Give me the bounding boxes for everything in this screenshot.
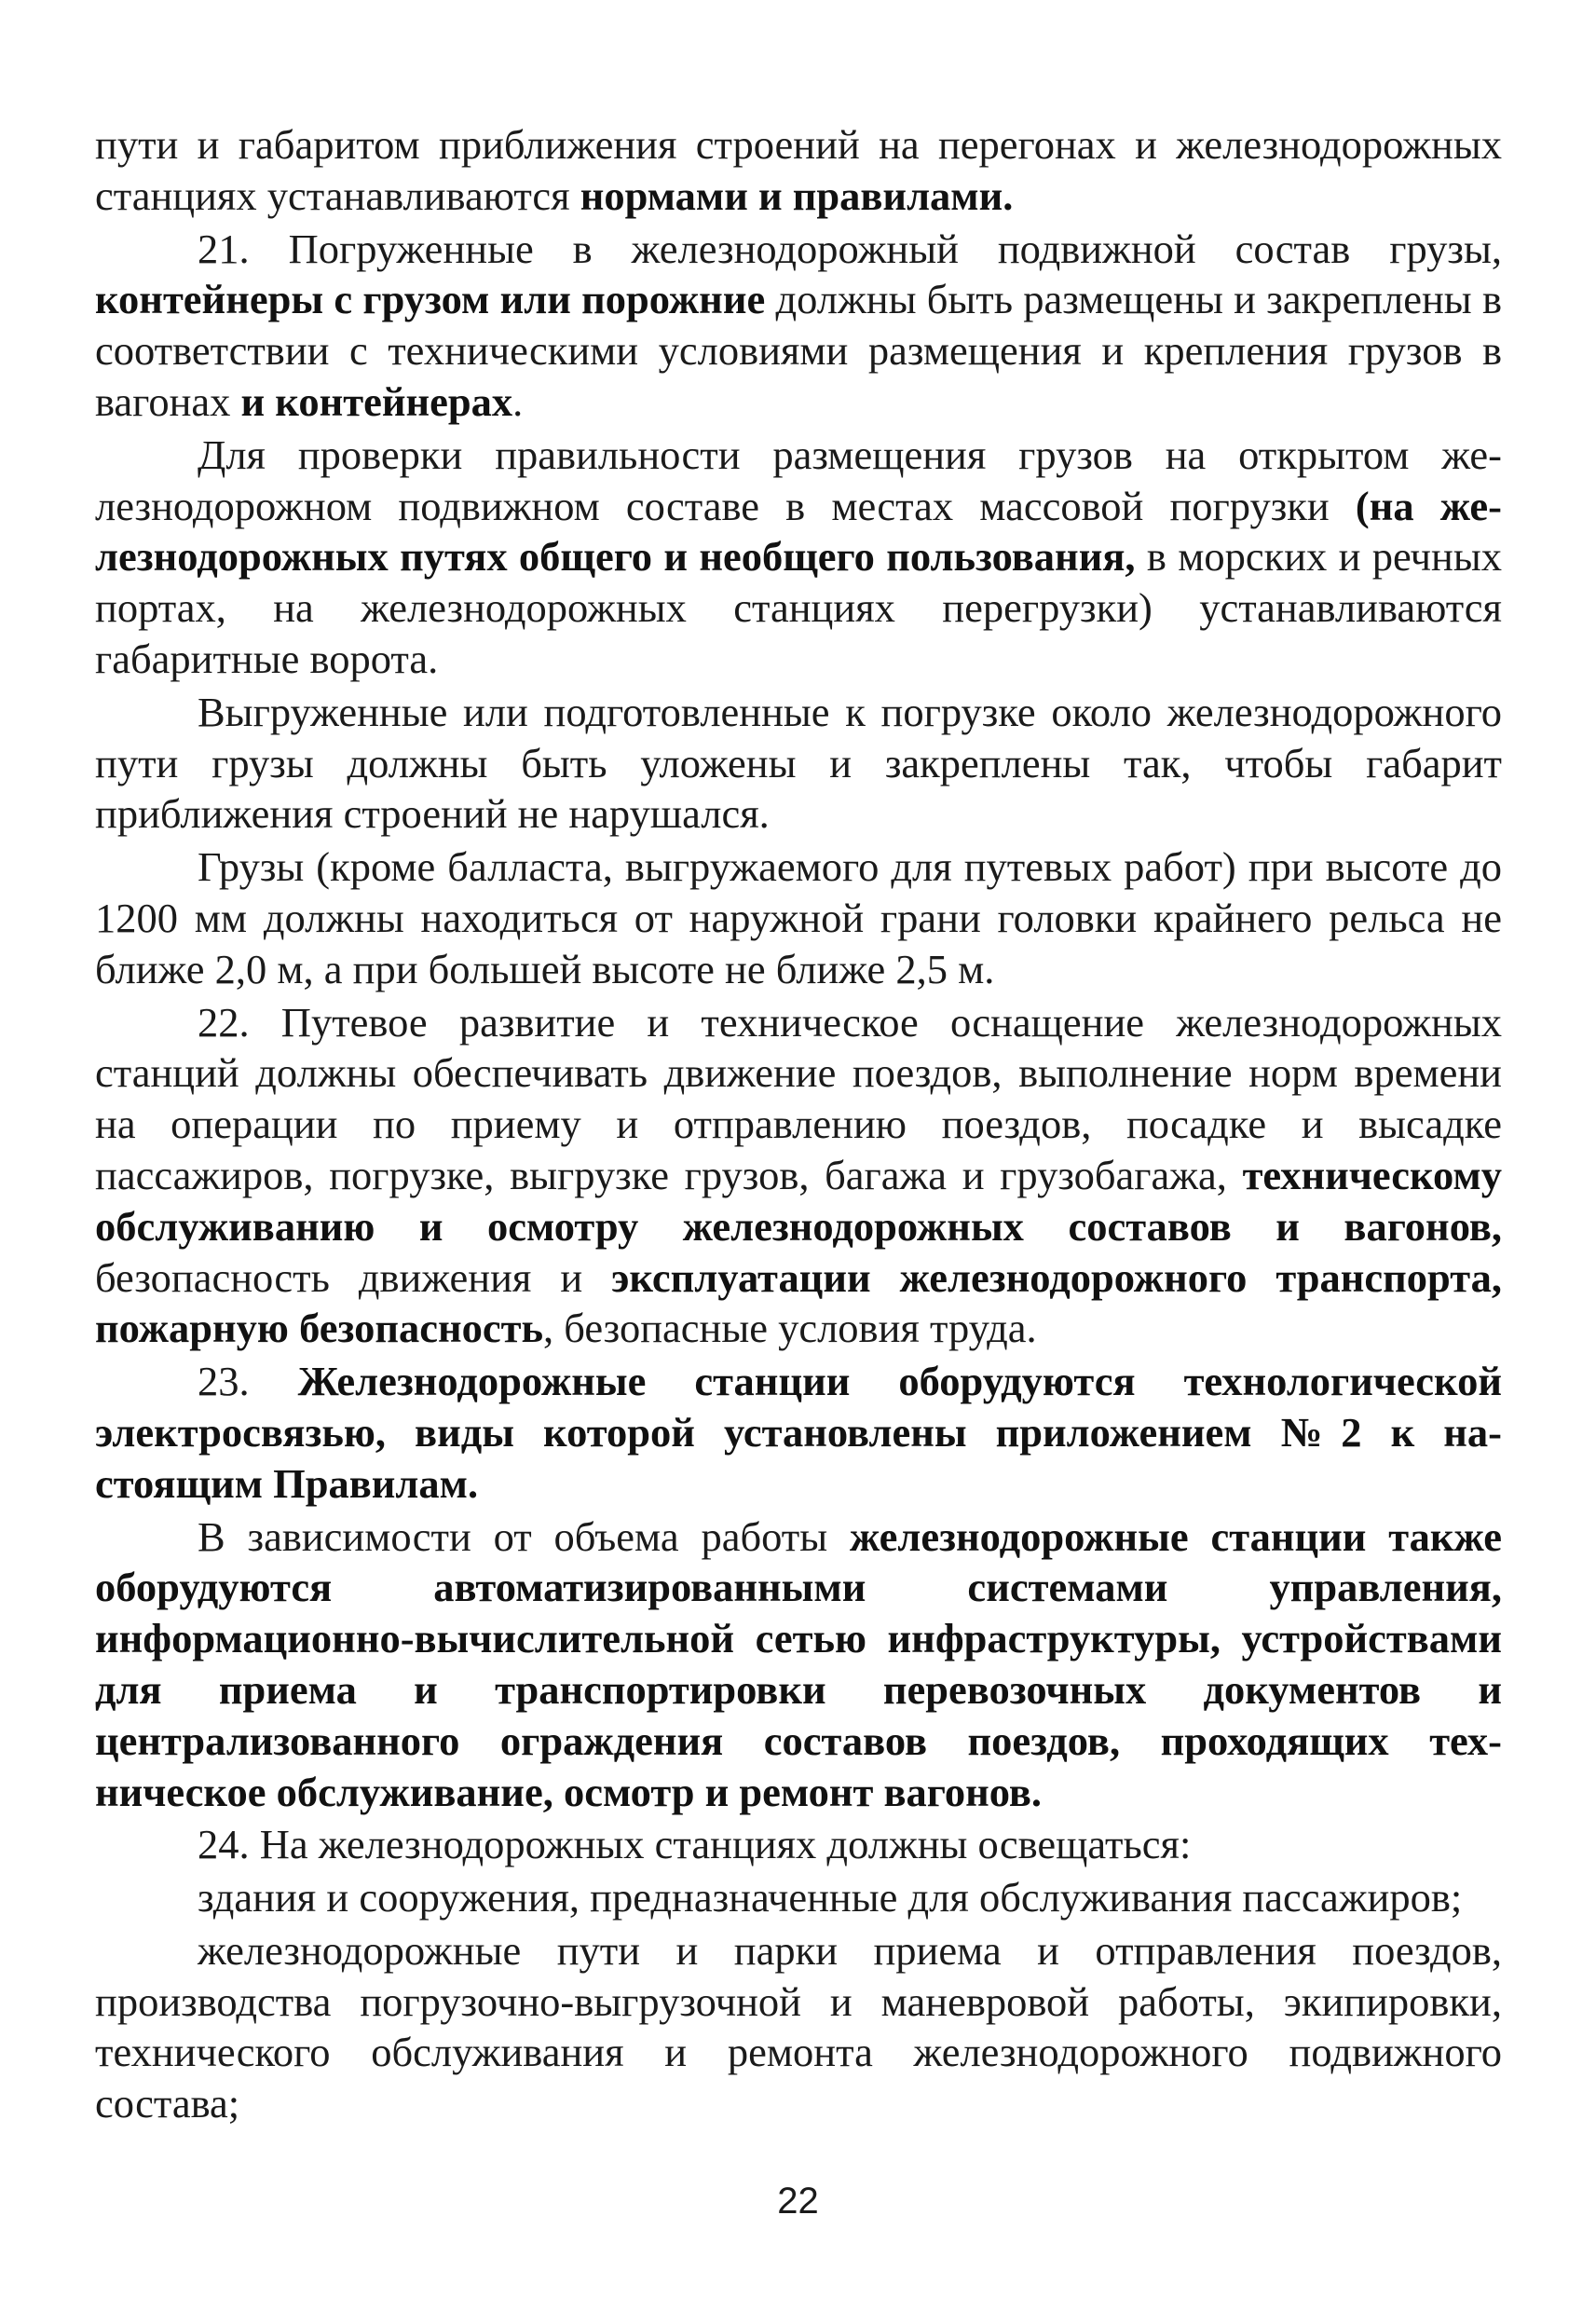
text-segment: должны быть размещены и закреплены в соответствии с техническими условиями размещения и крепления грузов в вагонах [95,276,1502,425]
text-segment: безопасность движения и [95,1253,612,1301]
paragraph [95,997,1502,1355]
text-segment: здания и сооружения, предназначенные для обслуживания пассажиров; [198,1874,1463,1921]
text-segment: Грузы (кроме балласта, выгружаемого для путевых работ) при высоте до 1200 мм должны находиться от наружной грани головки крайнего рельса не ближе 2,0 м, а при большей высоте не ближе 2,5 м. [95,843,1502,992]
body-text [95,119,1502,2131]
text-segment: в морских и речных портах, на железнодорожных станциях перегрузки) устанавливаются габаритные ворота. [95,533,1502,682]
paragraph [95,1925,1502,2129]
bold-text-segment: Железнодорожные станции оборудуются технологической электросвязью, виды которой установлены приложением №2 к настоящим Правилам. [95,1358,1502,1507]
paragraph [95,1872,1502,1923]
paragraph [95,1819,1502,1870]
bold-text-segment: железнодорожные станции также оборудуются автоматизированными системами управления, информационно-вычислительной сетью инфраструктуры, устройствами для приема и транспортировки перевозочных документов и централизованного ограждения составов поездов, проходящих техническое обслуживание, осмотр и ремонт вагонов. [95,1512,1502,1815]
bold-text-segment: контейнеры с грузом или порожние [95,276,766,323]
bold-text-segment: и контейнерах [240,377,513,425]
paragraph [95,119,1502,222]
text-segment: 23. [198,1358,298,1405]
text-segment: Выгруженные или подготовленные к погрузке около железнодорожного пути грузы должны быть уложены и закреплены так, чтобы габарит приближения строений не нарушался. [95,688,1502,838]
paragraph [95,224,1502,428]
paragraph [95,841,1502,994]
paragraph [95,1356,1502,1509]
text-segment: пути и габаритом приближения строений на перегонах и железнодорожных станциях устанавливаются [95,121,1502,219]
text-segment: 21. Погруженные в железнодорожный подвижной состав грузы, [198,225,1502,272]
page-number: 22 [777,2181,819,2222]
text-segment: , безопасные условия труда. [543,1305,1037,1352]
bold-text-segment: эксплуатации железнодорожного транспорта, пожарную безопасность [95,1253,1502,1352]
text-segment: В зависимости от объема работы [198,1512,850,1560]
paragraph [95,430,1502,685]
text-segment: железнодорожные пути и парки приема и отправления поездов, производства погрузочно-выгрузочной и маневровой работы, экипировки, технического обслуживания и ремонта железнодорожного подвижного состава; [95,1926,1502,2127]
text-segment: Для проверки правильности размещения грузов на открытом железнодорожном подвижном составе в местах массовой погрузки [95,431,1502,529]
bold-text-segment: техническому обслуживанию и осмотру железнодорожных составов и вагонов, [95,1151,1502,1250]
bold-text-segment: нормами и правилами. [580,171,1014,219]
text-segment: 22. Путевое развитие и техническое оснащение железнодорожных станций должны обеспечивать движение поездов, выполнение норм времени на операции по приему и отправлению поездов, посадке и высадке пассажиров, погрузке, выгрузке грузов, багажа и грузобагажа, [95,998,1502,1198]
paragraph [95,687,1502,840]
bold-text-segment: (на железнодорожных путях общего и необщего пользования, [95,482,1502,581]
text-segment: . [512,377,524,425]
text-segment: 24. На железнодорожных станциях должны освещаться: [198,1821,1192,1868]
paragraph [95,1511,1502,1818]
